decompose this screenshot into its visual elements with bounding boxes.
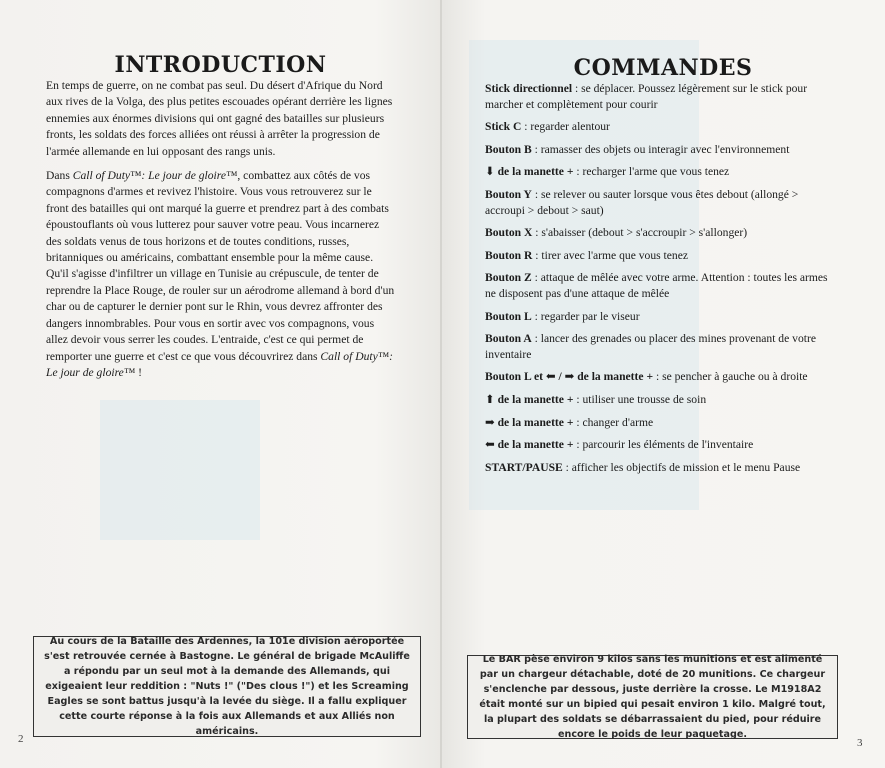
show-through-shadow <box>100 400 260 540</box>
intro-text-run: Dans <box>46 169 73 183</box>
command-item <box>485 369 835 385</box>
page-number-right: 3 <box>857 737 863 749</box>
command-item <box>485 270 835 301</box>
command-item <box>485 437 835 453</box>
command-item <box>485 164 835 180</box>
bar-info-text: Le BAR pèse environ 9 kilos sans les munitions et est alimenté par un chargeur détachable, doté de 20 munitions. Ce chargeur s'enclenche par dessous, juste derrière la crosse. Le M1918A2 était monté sur un bipied qui pesait environ 1 kilo. Malgré tout, la plupart des soldats se débarrassaient du pied, pour réduire encore le poids de leur paquetage. <box>479 654 826 740</box>
command-item <box>485 225 835 241</box>
command-desc: : changer d'arme <box>573 415 654 429</box>
command-item <box>485 331 835 362</box>
command-key: Bouton A <box>485 332 532 346</box>
command-item <box>485 248 835 264</box>
introduction-title: INTRODUCTION <box>114 52 327 78</box>
command-key: Bouton B <box>485 142 532 156</box>
command-desc: : lancer des grenades ou placer des mines provenant de votre inventaire <box>485 332 816 361</box>
command-item <box>485 187 835 218</box>
command-desc: : afficher les objectifs de mission et le menu Pause <box>562 460 801 474</box>
book-spine <box>440 0 442 768</box>
page-number-left: 2 <box>18 733 24 745</box>
command-key: Bouton Z <box>485 271 532 285</box>
command-desc: : se pencher à gauche ou à droite <box>653 370 808 384</box>
command-item <box>485 309 835 325</box>
command-key: START/PAUSE <box>485 460 563 474</box>
command-key: Bouton L et ⬅ / ➡ de la manette + <box>485 370 654 384</box>
intro-text-run: ! <box>135 365 142 379</box>
command-desc: : s'abaisser (debout > s'accroupir > s'allonger) <box>532 226 748 240</box>
command-key: ⬆ de la manette + <box>485 392 574 406</box>
game-title: Call of Duty™: Le jour de gloire™ <box>72 169 238 183</box>
command-desc: : attaque de mêlée avec votre arme. Attention : toutes les armes ne disposent pas d'une attaque de mêlée <box>485 271 828 300</box>
game-title: Call of Duty™: Le jour de gloire™ <box>46 349 393 379</box>
intro-text-run: , combattez aux côtés de vos compagnons d'armes et revivez l'histoire. Vous vous retrouverez sur le front des batailles qui ont marqué la guerre et prendrez part à des combats époustouflants où vous lutterez pour sauver votre peau. Vous incarnerez des soldats venus de tous horizons et de toutes conditions, russes, britanniques ou américains, combattant ensemble pour la même cause. Qu'il s'agisse d'infiltrer un village en Tunisie au crépuscule, de tenter de reprendre la Place Rouge, de rouler sur un aérodrome allemand à bord d'un char ou de capturer le dernier pont sur le Rhin, vous devrez affronter des dangers innombrables. Pour vous en sortir avec vos compagnons, vous allez devoir vous serrer les coudes. L'entraide, c'est ce qui permet de remporter une guerre et c'est ce que vous découvrirez dans <box>46 169 395 363</box>
bar-info-box <box>467 655 838 739</box>
ardennes-info-box <box>33 636 421 737</box>
command-item <box>485 142 835 158</box>
command-desc: : parcourir les éléments de l'inventaire <box>573 438 754 452</box>
introduction-body <box>46 78 396 389</box>
commands-list <box>485 81 835 482</box>
command-key: Stick C <box>485 120 522 134</box>
command-key: Bouton X <box>485 226 533 240</box>
command-desc: : tirer avec l'arme que vous tenez <box>532 248 688 262</box>
command-desc: : se relever ou sauter lorsque vous êtes debout (allongé > accroupi > debout > saut) <box>485 187 799 217</box>
command-key: Bouton R <box>485 248 533 262</box>
intro-paragraph-2 <box>46 168 396 381</box>
command-key: ⬇ de la manette + <box>485 165 574 179</box>
command-desc: : recharger l'arme que vous tenez <box>573 165 730 179</box>
command-item <box>485 415 835 431</box>
command-key: ⬅ de la manette + <box>485 438 574 452</box>
command-key: Bouton L <box>485 309 532 323</box>
command-key: Bouton Y <box>485 187 532 201</box>
command-desc: : ramasser des objets ou interagir avec l'environnement <box>531 142 790 156</box>
command-desc: : regarder par le viseur <box>531 309 640 323</box>
command-key: Stick directionnel <box>485 82 573 95</box>
ardennes-info-text: Au cours de la Bataille des Ardennes, la 101e division aéroportée s'est retrouvée cernée à Bastogne. Le général de brigade McAuliffe a répondu par un seul mot à la demande des Allemands, qui exigeaient leur reddition : "Nuts !" ("Des clous !") et les Screaming Eagles se sont battus jusqu'à la levée du siège. Il a fallu expliquer cette courte réponse à la fois aux Allemands et aux Alliés non américains. <box>44 636 410 737</box>
command-desc: : se déplacer. Poussez légèrement sur le stick pour marcher et complètement pour courir <box>485 82 808 111</box>
command-key: ➡ de la manette + <box>485 415 574 429</box>
command-item <box>485 460 835 476</box>
command-desc: : utiliser une trousse de soin <box>573 392 707 406</box>
command-desc: : regarder alentour <box>521 120 610 134</box>
commands-title: COMMANDES <box>573 55 753 81</box>
intro-paragraph-1: En temps de guerre, on ne combat pas seul. Du désert d'Afrique du Nord aux rives de la Volga, des plus petites escouades opérant derrière les lignes ennemies aux énormes divisions qui ont gagné des batailles sur plusieurs fronts, les soldats des forces alliées ont réussi à arrêter la progression de l'armée allemande en lui opposant des rangs unis. <box>46 79 393 158</box>
command-item <box>485 392 835 408</box>
command-item <box>485 81 835 112</box>
command-item <box>485 119 835 135</box>
